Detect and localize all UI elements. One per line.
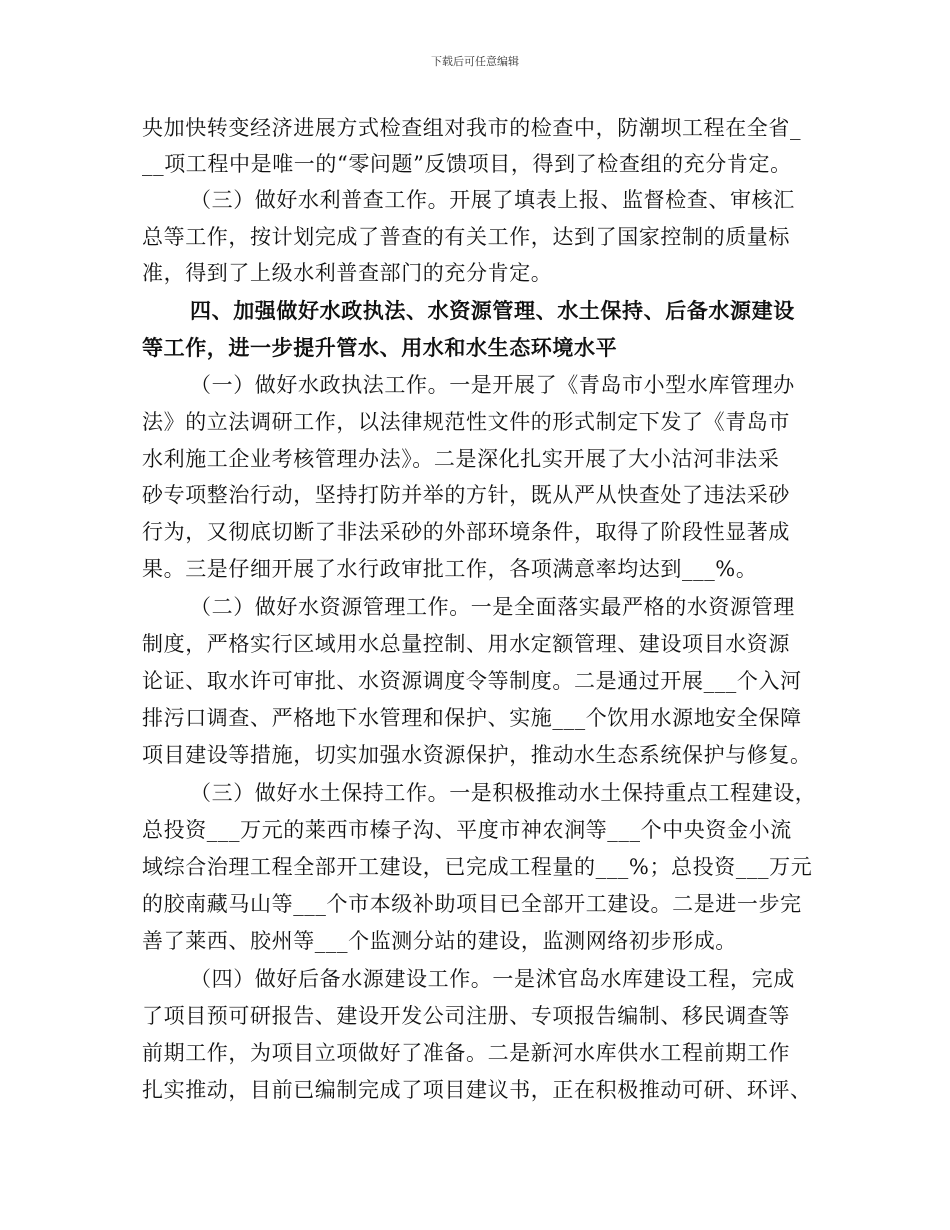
section-heading-line: （三）做好水土保持工作。一是积极推动水土保持重点工程建设， bbox=[190, 781, 817, 805]
text-line: 的胶南藏马山等___个市本级补助项目已全部开工建设。二是进一步完 bbox=[142, 892, 802, 916]
text-line: 法》的立法调研工作，以法律规范性文件的形式制定下发了《青岛市 bbox=[142, 410, 790, 434]
section-heading-line: （四）做好后备水源建设工作。一是沭官岛水库建设工程，完成 bbox=[190, 967, 795, 991]
text-line: 果。三是仔细开展了水行政审批工作，各项满意率均达到___%。 bbox=[142, 557, 758, 581]
text-line: 排污口调查、严格地下水管理和保护、实施___个饮用水源地安全保障 bbox=[142, 706, 802, 730]
section-heading-line: （三）做好水利普查工作。开展了填表上报、监督检查、审核汇 bbox=[190, 188, 795, 212]
text-line: 总等工作，按计划完成了普查的有关工作，达到了国家控制的质量标 bbox=[142, 225, 790, 249]
section-heading-line: （二）做好水资源管理工作。一是全面落实最严格的水资源管理 bbox=[190, 595, 795, 619]
text-line: 域综合治理工程全部开工建设，已完成工程量的___%；总投资___万元 bbox=[142, 855, 813, 879]
text-line: 央加快转变经济进展方式检查组对我市的检查中，防潮坝工程在全省_ bbox=[142, 116, 802, 140]
text-line: 项目建设等措施，切实加强水资源保护，推动水生态系统保护与修复。 bbox=[142, 743, 812, 767]
section-heading-line: 等工作，进一步提升管水、用水和水生态环境水平 bbox=[142, 335, 618, 360]
text-line: 水利施工企业考核管理办法》。二是深化扎实开展了大小沽河非法采 bbox=[142, 447, 780, 471]
text-line: 善了莱西、胶州等___个监测分站的建设，监测网络初步形成。 bbox=[142, 929, 737, 953]
text-line: 扎实推动，目前已编制完成了项目建议书，正在积极推动可研、环评、 bbox=[142, 1078, 812, 1102]
text-line: 行为，又彻底切断了非法采砂的外部环境条件，取得了阶段性显著成 bbox=[142, 520, 790, 544]
text-line: 制度，严格实行区域用水总量控制、用水定额管理、建设项目水资源 bbox=[142, 632, 790, 656]
section-heading-line: （一）做好水政执法工作。一是开展了《青岛市小型水库管理办 bbox=[190, 373, 795, 397]
text-line: 前期工作，为项目立项做好了准备。二是新河水库供水工程前期工作 bbox=[142, 1041, 790, 1065]
text-line: 了项目预可研报告、建设开发公司注册、专项报告编制、移民调查等 bbox=[142, 1004, 790, 1028]
text-line: 总投资___万元的莱西市榛子沟、平度市神农涧等___个中央资金小流 bbox=[142, 818, 792, 842]
page-header: 下载后可任意编辑 bbox=[431, 55, 519, 68]
text-line: 准，得到了上级水利普查部门的充分肯定。 bbox=[142, 261, 553, 285]
section-heading-line: 四、加强做好水政执法、水资源管理、水土保持、后备水源建设 bbox=[190, 298, 795, 323]
text-line: __项工程中是唯一的“零问题”反馈项目，得到了检查组的充分肯定。 bbox=[142, 152, 792, 176]
text-line: 砂专项整治行动，坚持打防并举的方针，既从严从快查处了违法采砂 bbox=[142, 483, 790, 507]
text-line: 论证、取水许可审批、水资源调度令等制度。二是通过开展___个入河 bbox=[142, 669, 802, 693]
